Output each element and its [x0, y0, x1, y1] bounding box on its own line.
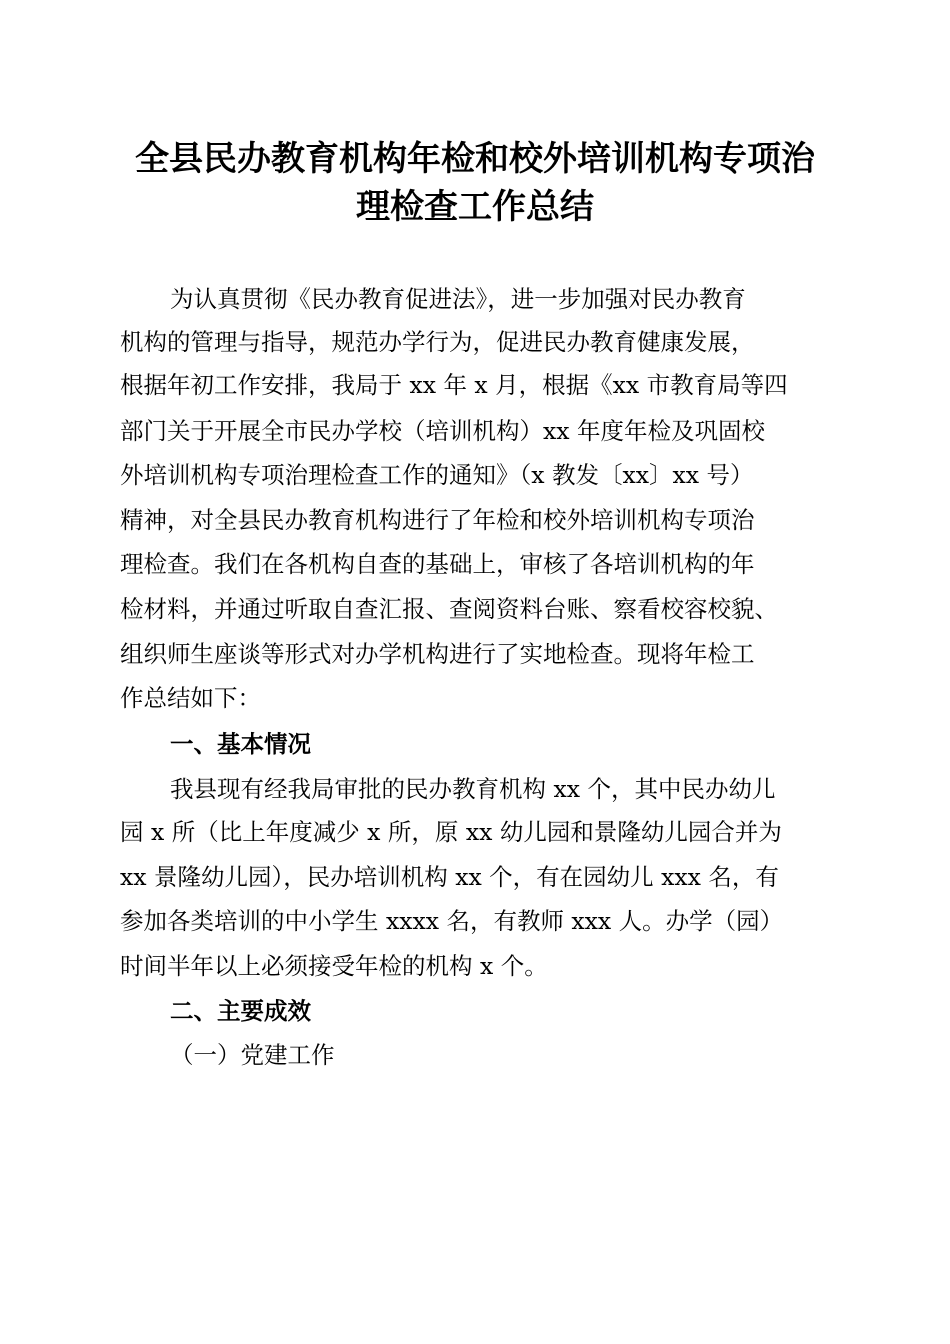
section-2-subheading-1: （一）党建工作 — [170, 1041, 335, 1069]
document-title-line-2: 理检查工作总结 — [356, 187, 594, 227]
section-1-heading: 一、基本情况 — [170, 730, 311, 758]
intro-paragraph-line: 理检查。我们在各机构自查的基础上，审核了各培训机构的年 — [120, 550, 755, 578]
intro-paragraph-line: 组织师生座谈等形式对办学机构进行了实地检查。现将年检工 — [120, 640, 755, 668]
intro-paragraph-line: 部门关于开展全市民办学校（培训机构）xx 年度年检及巩固校 — [120, 417, 765, 445]
intro-paragraph-line: 外培训机构专项治理检查工作的通知》（x 教发〔xx〕xx 号） — [120, 461, 754, 489]
section-1-paragraph-line: 园 x 所（比上年度减少 x 所，原 xx 幼儿园和景隆幼儿园合并为 — [120, 818, 782, 846]
section-2-heading: 二、主要成效 — [170, 997, 311, 1025]
intro-paragraph-line: 精神，对全县民办教育机构进行了年检和校外培训机构专项治 — [120, 506, 755, 534]
section-1-paragraph-line: 时间半年以上必须接受年检的机构 x 个。 — [120, 952, 548, 980]
intro-paragraph-line: 检材料，并通过听取自查汇报、查阅资料台账、察看校容校貌、 — [120, 595, 778, 623]
section-1-paragraph-line: 参加各类培训的中小学生 xxxx 名，有教师 xxx 人。办学（园） — [120, 907, 784, 935]
intro-paragraph-line: 为认真贯彻《民办教育促进法》，进一步加强对民办教育 — [170, 285, 746, 313]
intro-paragraph-line: 机构的管理与指导，规范办学行为，促进民办教育健康发展， — [120, 328, 755, 356]
section-1-paragraph-line: 我县现有经我局审批的民办教育机构 xx 个，其中民办幼儿 — [170, 775, 776, 803]
document-title-line-1: 全县民办教育机构年检和校外培训机构专项治 — [135, 139, 815, 179]
intro-paragraph-line: 根据年初工作安排，我局于 xx 年 x 月，根据《xx 市教育局等四 — [120, 371, 788, 399]
intro-paragraph-line: 作总结如下： — [120, 684, 261, 712]
section-1-paragraph-line: xx 景隆幼儿园），民办培训机构 xx 个，有在园幼儿 xxx 名，有 — [120, 863, 779, 891]
